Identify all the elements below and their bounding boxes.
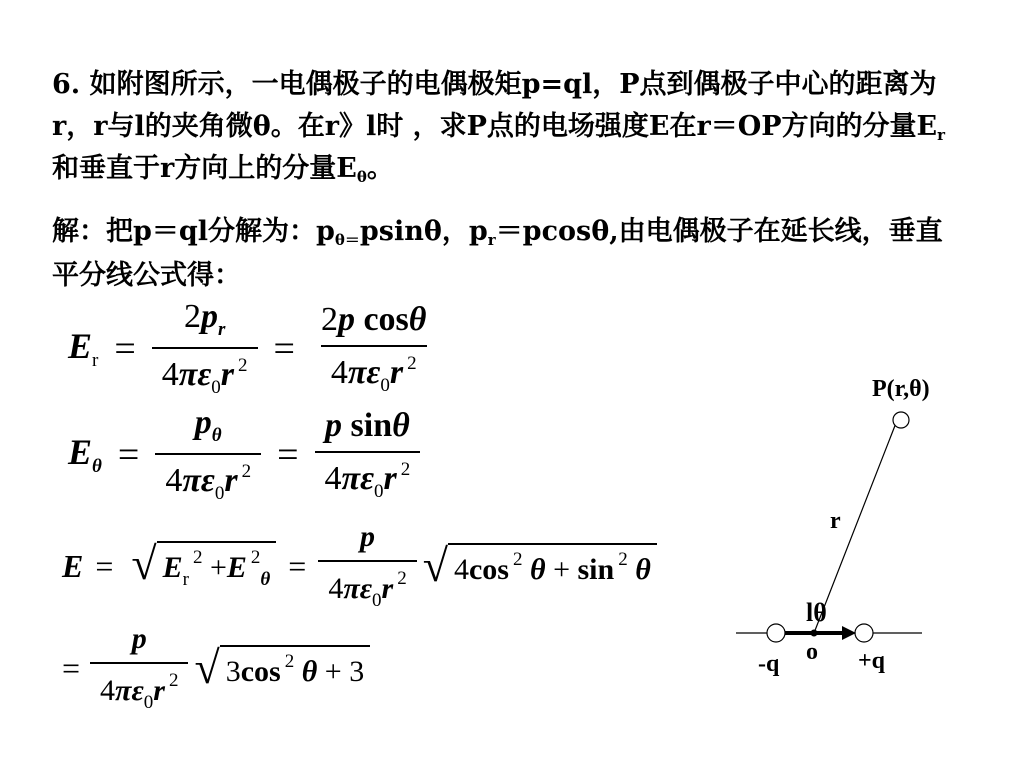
eq3-sqrt-1: √ $E_r^2 +E$ $^2_\theta$	[131, 541, 276, 591]
eq1-equals-1: =	[114, 327, 136, 370]
eq1-denominator-2: $4\pi\varepsilon_0r$ $^2$	[321, 345, 427, 397]
eq3-numerator: p	[360, 520, 376, 553]
eq3-denominator: $4\pi\varepsilon_0r$ $^2$	[318, 560, 416, 612]
eq3-lhs: E	[62, 547, 84, 584]
field-point	[893, 412, 909, 428]
eq2-numerator-1: $p_\theta$	[194, 404, 222, 446]
problem-text-end: 。	[366, 153, 394, 184]
equation-etheta	[68, 404, 420, 505]
problem-statement	[52, 64, 952, 190]
eq4-sqrt: √ 3cos $^2$ θ + 3	[194, 645, 370, 691]
eq3-equals-2: =	[288, 547, 307, 584]
eq1-denominator-1: $4\pi\varepsilon_0r$ $^2$	[152, 347, 258, 399]
eq2-fraction-2	[315, 407, 421, 503]
eq1-lhs: $E_r$	[68, 326, 99, 371]
solution-intro	[52, 210, 952, 298]
eq2-lhs: $E_\theta$	[68, 432, 102, 477]
eq3-fraction	[318, 520, 416, 612]
solution-text-3: ＝pcosθ,由电偶极子在延长线，垂直平分线公式得：	[52, 216, 943, 291]
eq1-equals-2: =	[273, 327, 295, 370]
solution-sub-theta: θ＝	[334, 231, 360, 249]
eq1-fraction-1	[152, 298, 258, 399]
eq2-equals-1: =	[117, 433, 140, 476]
eq2-denominator-2: $4\pi\varepsilon_0r$ $^2$	[315, 451, 421, 503]
negative-charge-label: -q	[758, 651, 780, 677]
l-theta-label: lθ	[806, 598, 827, 627]
eq2-numerator-2: p sinθ	[325, 406, 410, 444]
problem-text-middle: 和垂直于r方向上的分量E	[52, 153, 357, 184]
eq3-equals-1: =	[95, 547, 114, 584]
problem-text: 6. 如附图所示，一电偶极子的电偶极矩p=ql，P点到偶极子中心的距离为r，r与l的夹角微θ。在r》l时 ，求P点的电场强度E在r＝OP方向的分量E	[52, 69, 938, 142]
eq4-denominator: $4\pi\varepsilon_0r$ $^2$	[90, 662, 188, 714]
positive-charge	[855, 624, 873, 642]
eq1-numerator-2: 2p cosθ	[320, 300, 427, 338]
arrow-head	[842, 626, 856, 640]
origin-label: o	[806, 639, 818, 665]
eq2-fraction-1	[155, 404, 261, 505]
problem-sub-theta: θ	[356, 168, 367, 186]
solution-text-2: psinθ，p	[359, 216, 488, 247]
positive-charge-label: +q	[858, 648, 886, 674]
problem-sub-r: r	[937, 126, 946, 144]
solution-text-1: 解：把p＝ql分解为：p	[52, 216, 335, 247]
point-label: P(r,θ)	[872, 376, 930, 402]
equation-er	[68, 298, 436, 399]
eq2-equals-2: =	[277, 433, 299, 476]
eq1-fraction-2	[311, 301, 436, 397]
equation-simplified	[62, 622, 370, 714]
eq2-denominator-1: $4\pi\varepsilon_0r$ $^2$	[155, 453, 261, 505]
equation-e-magnitude	[62, 520, 657, 612]
eq4-equals: =	[62, 649, 81, 686]
dipole-diagram	[700, 368, 960, 698]
solution-sub-r: r	[487, 231, 496, 249]
r-label: r	[830, 508, 841, 534]
eq3-sqrt-2: √ 4cos $^2$ θ + sin $^2$ θ	[423, 543, 657, 589]
eq4-fraction	[90, 622, 188, 714]
negative-charge	[767, 624, 785, 642]
eq1-numerator-1: $2p_r$	[183, 298, 226, 340]
eq4-numerator: p	[131, 622, 147, 655]
